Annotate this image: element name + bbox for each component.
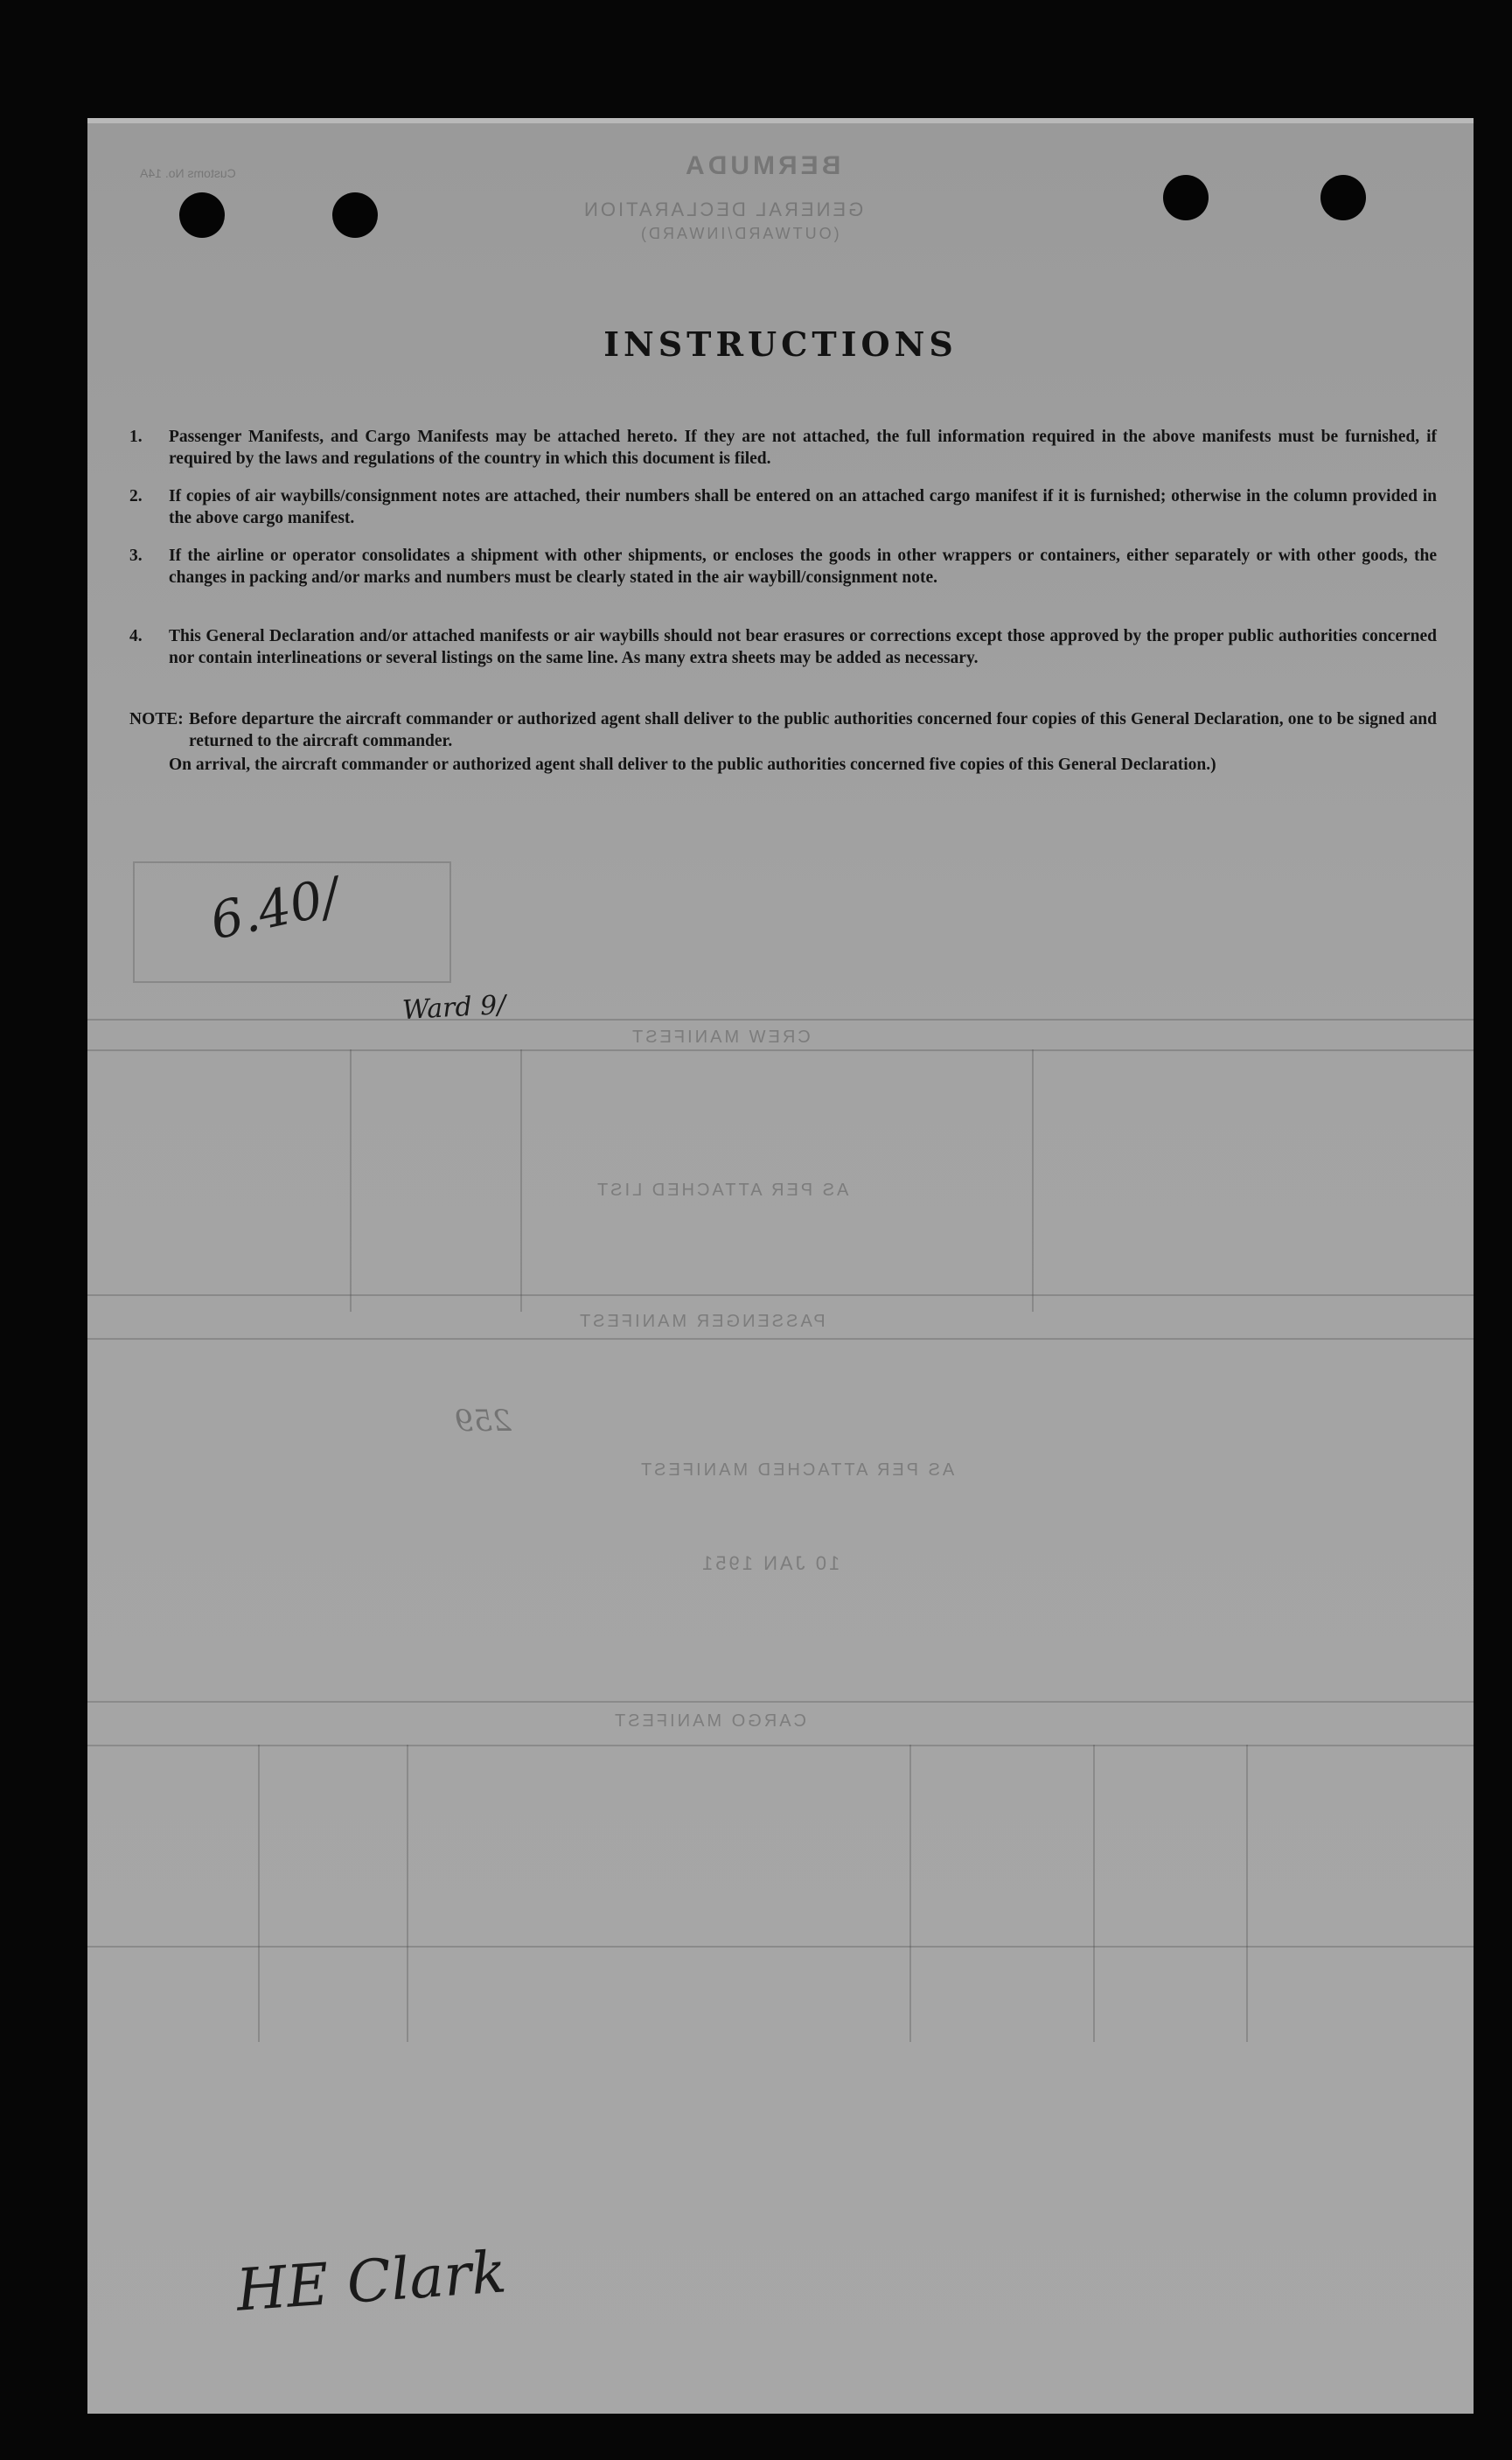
handwritten-signature: HE Clark [233,2238,509,2324]
page-top-edge [87,118,1474,123]
instruction-3 [129,545,1437,589]
note-text-departure: Before departure the aircraft commander or authorized agent shall deliver to the public authorities concerned four copies of this General Declaration, one to be signed and returned to the aircraft commander. [189,710,1437,750]
punch-hole-right [1320,175,1366,220]
bleed-vline [520,1049,522,1312]
bleed-vline [350,1049,352,1312]
bleed-header-sub1: GENERAL DECLARATION [582,199,864,220]
bleed-line [87,1294,1474,1296]
bleed-header-title: BERMUDA [682,151,841,180]
bleed-line [87,1946,1474,1948]
bleed-vline [1093,1745,1095,2042]
punch-hole-center-right [1163,175,1209,220]
instruction-number: 4. [129,627,143,645]
bleed-line [87,1745,1474,1746]
instruction-number: 2. [129,487,143,505]
instruction-4 [129,625,1437,669]
bleed-vline [1246,1745,1248,2042]
punch-hole-center-left [332,192,378,238]
instruction-number: 1. [129,428,143,446]
instructions-title: INSTRUCTIONS [603,324,958,364]
bleed-line [87,1338,1474,1340]
bleed-stamp-1: AS PER ATTACHED LIST [595,1181,849,1200]
bleed-stamp-2: AS PER ATTACHED MANIFEST [638,1460,955,1480]
instruction-text: If copies of air waybills/consignment notes are attached, their numbers shall be entered on an attached cargo manifest if it is furnished; otherwise in the column provided in the above cargo manifest. [169,487,1437,527]
note-block [129,708,1437,776]
bleed-crew-manifest: CREW MANIFEST [630,1028,811,1047]
note-label: NOTE: [129,710,184,728]
bleed-vline [909,1745,911,2042]
instruction-2 [129,485,1437,529]
document-page [87,118,1474,2414]
bleed-vline [407,1745,408,2042]
instruction-text: This General Declaration and/or attached manifests or air waybills should not bear erasures or corrections except those approved by the proper public authorities concerned nor contain interlineations or several listings on the same line. As many extra sheets may be added as necessary. [169,627,1437,667]
bleed-header-sub2: (OUTWARD/INWARD) [638,225,840,242]
bleed-customs-no: Customs No. 14A [140,166,236,180]
instruction-1 [129,426,1437,470]
punch-hole-left [179,192,225,238]
bleed-vline [258,1745,260,2042]
bleed-line [87,1701,1474,1703]
bleed-cargo-manifest: CARGO MANIFEST [612,1711,807,1731]
bleed-stamp-3: 10 JAN 1951 [700,1552,840,1574]
handwritten-top-mark: Ward 9/ [401,989,507,1027]
bleed-line [87,1049,1474,1051]
bleed-vline [1032,1049,1034,1312]
handwritten-left-mark: 6.40/ [205,866,345,951]
bleed-passenger-manifest: PASSENGER MANIFEST [577,1312,826,1331]
note-text-arrival: On arrival, the aircraft commander or authorized agent shall deliver to the public authorities concerned five copies of this General Declaration.) [169,756,1216,774]
instruction-number: 3. [129,547,143,565]
bleed-line [87,1019,1474,1021]
instruction-text: If the airline or operator consolidates a shipment with other shipments, or encloses the goods in other wrappers or containers, either separately or with other goods, the changes in packing and/or marks and numbers must be clearly stated in the air waybill/consignment note. [169,547,1437,587]
bleed-passenger-count: 259 [455,1404,512,1439]
instruction-text: Passenger Manifests, and Cargo Manifests may be attached hereto. If they are not attached, the full information required in the above manifests must be furnished, if required by the laws and regulations of the country in which this document is filed. [169,428,1437,468]
